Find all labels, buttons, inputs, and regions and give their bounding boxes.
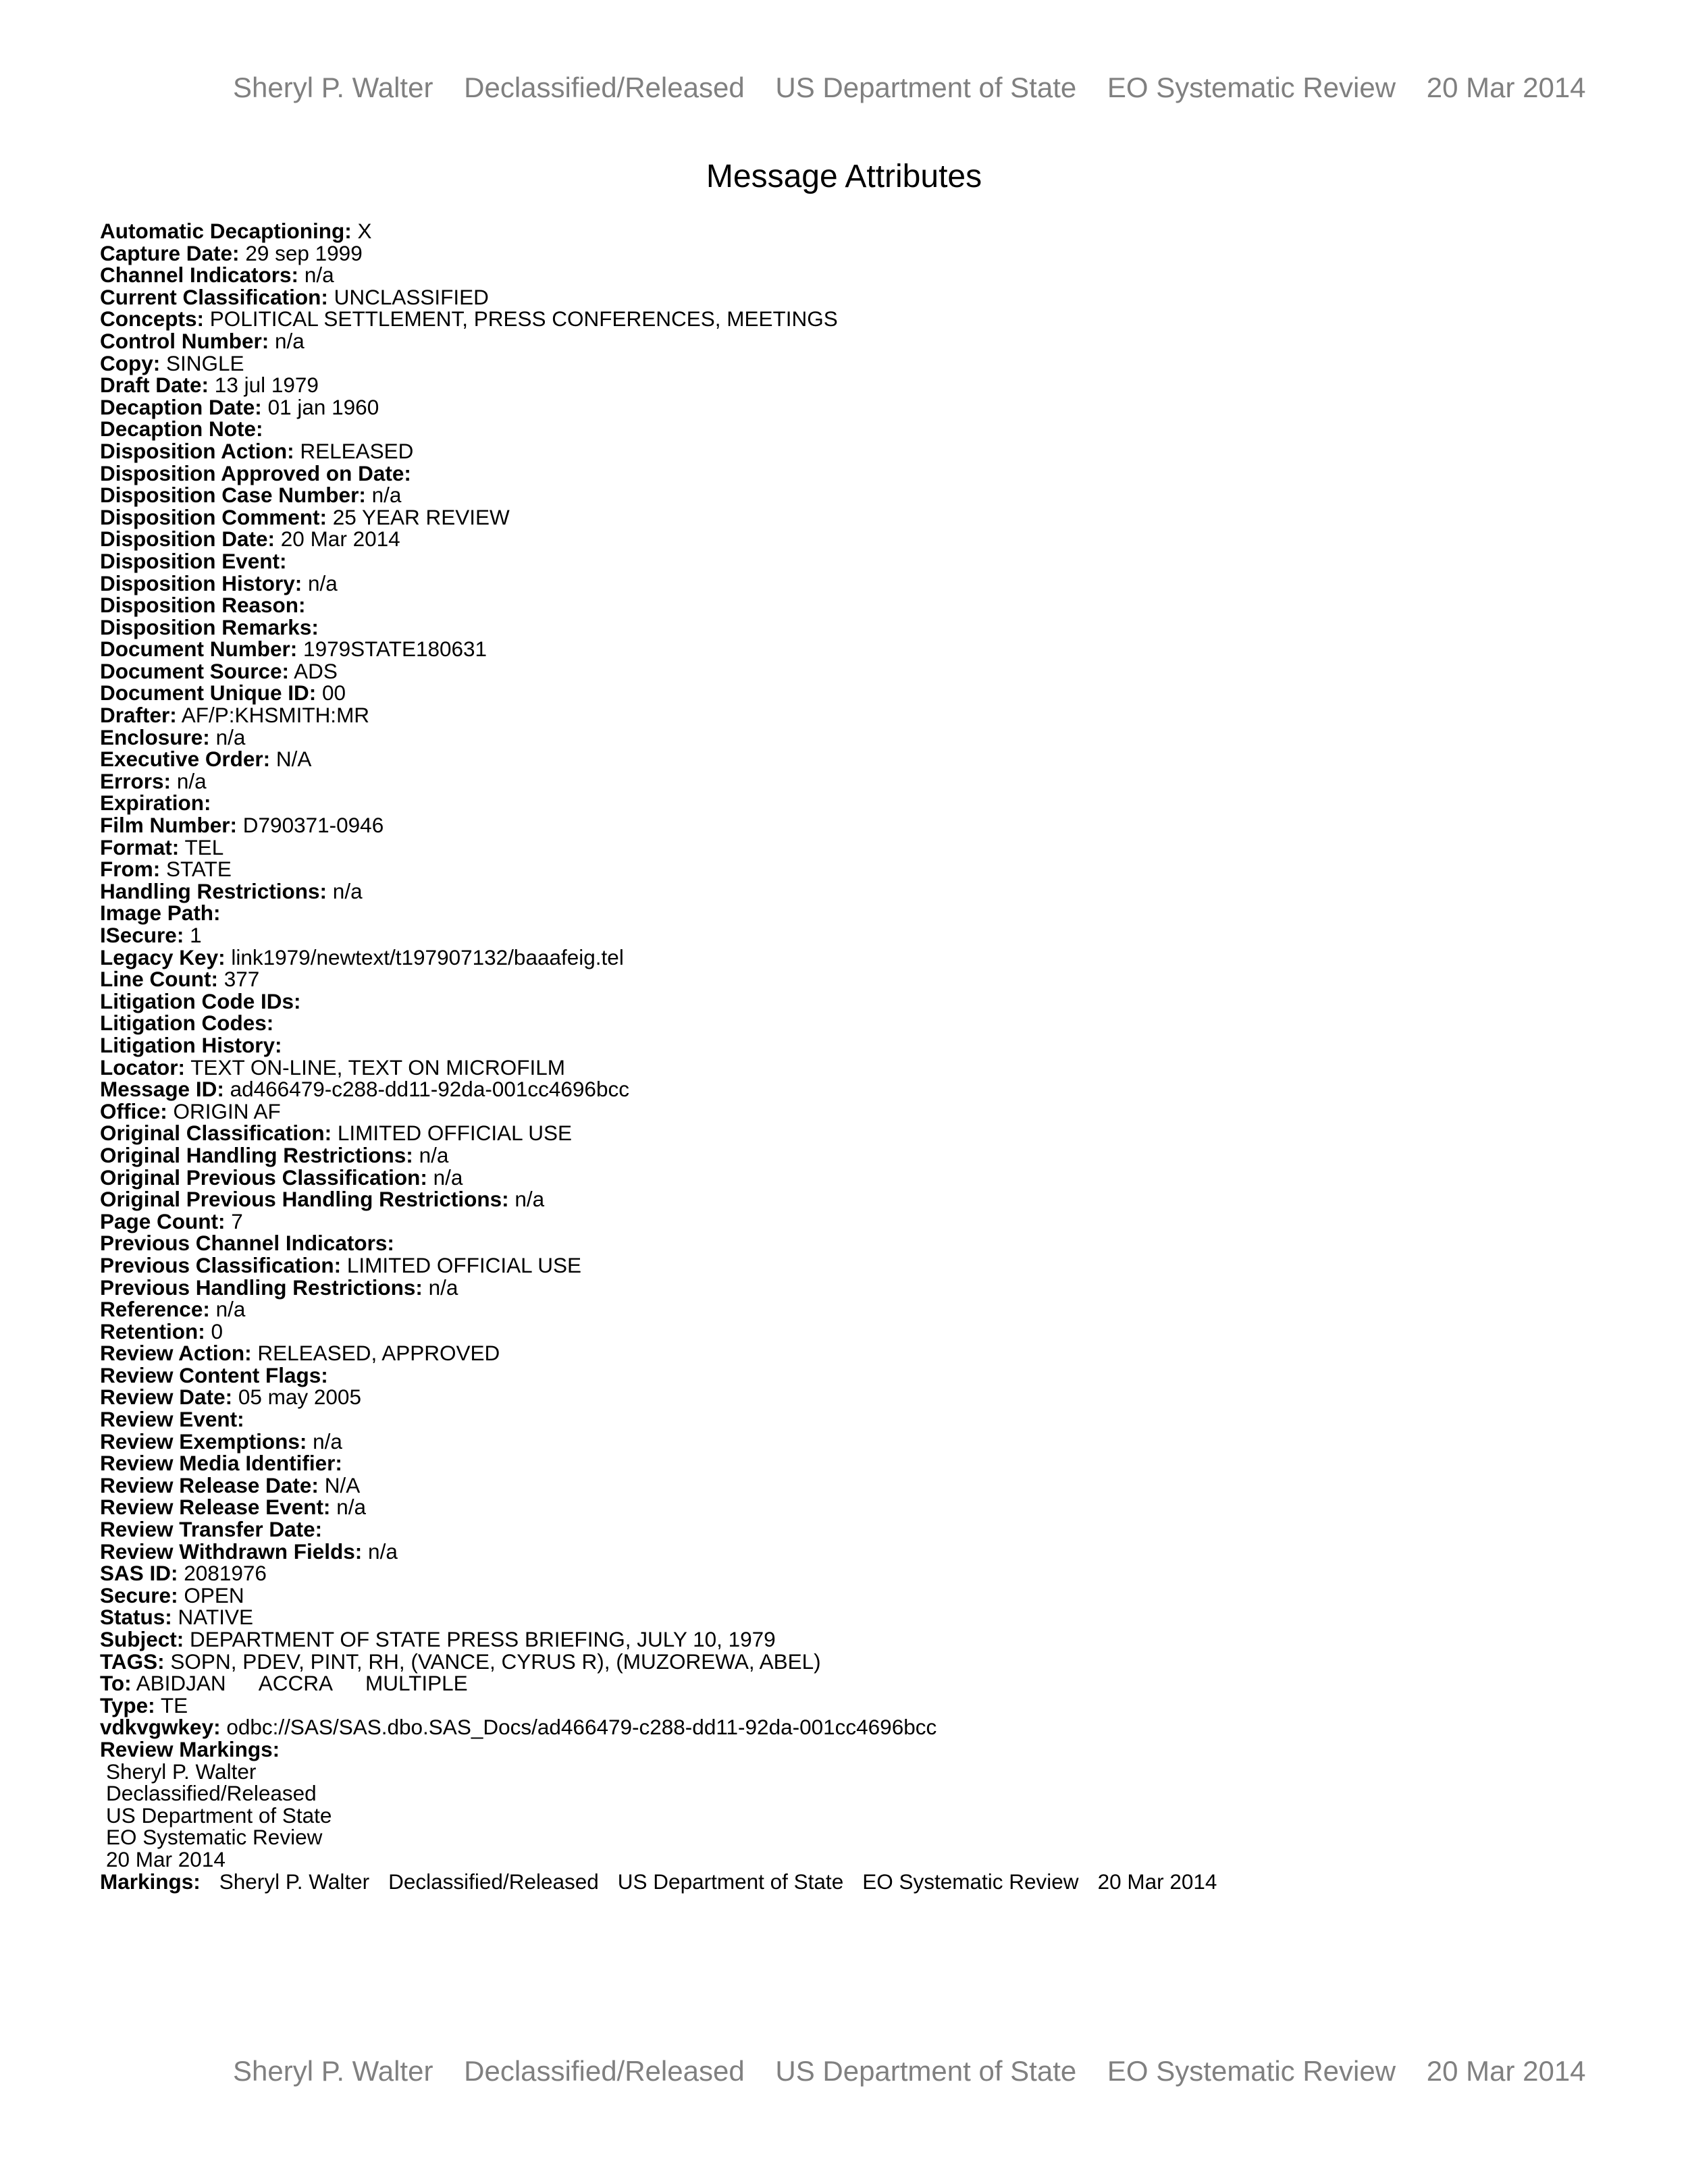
attribute-label: Disposition Remarks: xyxy=(100,614,319,639)
attribute-label: Previous Handling Restrictions: xyxy=(100,1275,423,1300)
review-marking-line: Sheryl P. Walter xyxy=(106,1759,257,1784)
attribute-row xyxy=(100,770,1217,793)
attribute-row-vdkvgwkey xyxy=(100,1716,1217,1738)
attribute-label: Original Previous Handling Restrictions: xyxy=(100,1187,509,1212)
attribute-label: Drafter: xyxy=(100,703,177,728)
attribute-row xyxy=(100,1628,1217,1651)
attribute-label: Review Withdrawn Fields: xyxy=(100,1539,363,1564)
attribute-value: NATIVE xyxy=(178,1605,253,1630)
attribute-row xyxy=(100,264,1217,286)
attribute-value: n/a xyxy=(275,328,305,353)
header-department: US Department of State xyxy=(775,72,1077,103)
attribute-label: Disposition Event: xyxy=(100,548,287,573)
attribute-row xyxy=(100,1474,1217,1497)
footer-reviewer: Sheryl P. Walter xyxy=(233,2055,433,2087)
marking-item: 20 Mar 2014 xyxy=(1097,1869,1217,1894)
attribute-label: Litigation History: xyxy=(100,1032,282,1057)
attribute-value: n/a xyxy=(308,570,338,595)
attribute-row xyxy=(100,506,1217,529)
attribute-value: n/a xyxy=(176,768,207,793)
attribute-value: n/a xyxy=(371,483,402,508)
attribute-label: Retention: xyxy=(100,1319,205,1343)
attribute-label: Review Exemptions: xyxy=(100,1429,307,1454)
attribute-row xyxy=(100,330,1217,352)
attribute-value: n/a xyxy=(332,878,363,903)
attribute-row xyxy=(100,858,1217,880)
attribute-row xyxy=(100,418,1217,440)
attribute-row xyxy=(100,594,1217,616)
attribute-value: ORIGIN AF xyxy=(173,1098,281,1123)
attribute-row xyxy=(100,1364,1217,1387)
declassification-footer xyxy=(233,2055,1609,2087)
review-marking-line: Declassified/Released xyxy=(106,1781,317,1806)
attribute-label: Channel Indicators: xyxy=(100,263,299,288)
attribute-label: Copy: xyxy=(100,350,161,375)
attribute-label: Document Source: xyxy=(100,658,290,683)
attribute-row xyxy=(100,1408,1217,1431)
attribute-label: Original Previous Classification: xyxy=(100,1165,427,1190)
attribute-value: SINGLE xyxy=(166,350,244,375)
attribute-value: TEXT ON-LINE, TEXT ON MICROFILM xyxy=(190,1055,566,1080)
attribute-row-review-markings xyxy=(100,1738,1217,1761)
attribute-label: Review Event: xyxy=(100,1407,244,1432)
attribute-label: Handling Restrictions: xyxy=(100,878,327,903)
attribute-row xyxy=(100,1342,1217,1364)
marking-item: EO Systematic Review xyxy=(862,1869,1079,1894)
attribute-row xyxy=(100,308,1217,330)
attribute-row xyxy=(100,572,1217,595)
attribute-row xyxy=(100,1496,1217,1518)
attribute-label: Legacy Key: xyxy=(100,944,226,969)
attribute-value: n/a xyxy=(215,1297,246,1322)
attribute-value: 2081976 xyxy=(184,1561,267,1586)
attribute-row xyxy=(100,1057,1217,1079)
attribute-value: 7 xyxy=(231,1208,243,1233)
attribute-row-type xyxy=(100,1695,1217,1717)
attribute-value: OPEN xyxy=(184,1582,244,1607)
attribute-row xyxy=(100,880,1217,903)
attribute-label: Review Media Identifier: xyxy=(100,1451,342,1476)
attribute-label: Current Classification: xyxy=(100,284,328,309)
attribute-value: N/A xyxy=(275,747,312,772)
attribute-label: Review Markings: xyxy=(100,1736,280,1761)
attribute-row xyxy=(100,1651,1217,1673)
attribute-row xyxy=(100,748,1217,770)
attribute-row xyxy=(100,814,1217,836)
attribute-label: Review Release Event: xyxy=(100,1495,331,1520)
attribute-label: Litigation Codes: xyxy=(100,1011,274,1036)
attribute-row xyxy=(100,1452,1217,1474)
attribute-label: Image Path: xyxy=(100,901,221,926)
attribute-label: Document Unique ID: xyxy=(100,681,317,705)
attribute-row xyxy=(100,462,1217,485)
attribute-row xyxy=(100,1431,1217,1453)
attribute-row xyxy=(100,220,1217,242)
attribute-label: Disposition Comment: xyxy=(100,504,327,529)
attribute-label: Office: xyxy=(100,1098,167,1123)
attribute-row xyxy=(100,1277,1217,1299)
attribute-label: Reference: xyxy=(100,1297,210,1322)
attribute-label: Secure: xyxy=(100,1582,178,1607)
attribute-value: TEL xyxy=(184,834,224,859)
attribute-row xyxy=(100,1012,1217,1034)
attribute-label: Draft Date: xyxy=(100,373,209,398)
attribute-value: RELEASED, APPROVED xyxy=(257,1341,500,1366)
marking-item: US Department of State xyxy=(617,1869,844,1894)
attribute-row xyxy=(100,682,1217,704)
attribute-row xyxy=(100,550,1217,572)
attribute-row xyxy=(100,1606,1217,1628)
attribute-row xyxy=(100,286,1217,309)
attribute-value: 0 xyxy=(211,1319,223,1343)
attribute-row xyxy=(100,1562,1217,1584)
attribute-list xyxy=(100,220,1217,1892)
footer-department: US Department of State xyxy=(775,2055,1077,2087)
attribute-label: Status: xyxy=(100,1605,172,1630)
attribute-row xyxy=(100,1210,1217,1233)
attribute-value: n/a xyxy=(368,1539,398,1564)
attribute-value: 00 xyxy=(322,681,346,705)
attribute-label: Disposition Case Number: xyxy=(100,483,366,508)
attribute-label: Errors: xyxy=(100,768,172,793)
attribute-label: To: xyxy=(100,1671,132,1696)
attribute-row xyxy=(100,1541,1217,1563)
review-marking-line: 20 Mar 2014 xyxy=(106,1846,226,1871)
attribute-row xyxy=(100,902,1217,924)
attribute-label: Original Handling Restrictions: xyxy=(100,1142,413,1167)
attribute-row xyxy=(100,638,1217,660)
attribute-value: 1 xyxy=(190,923,202,947)
attribute-value: LIMITED OFFICIAL USE xyxy=(346,1252,582,1277)
attribute-value: n/a xyxy=(215,724,246,749)
attribute-label: Decaption Date: xyxy=(100,394,262,419)
header-review-type: EO Systematic Review xyxy=(1107,72,1396,103)
attribute-value: SOPN, PDEV, PINT, RH, (VANCE, CYRUS R), (MUZOREWA, ABEL) xyxy=(170,1649,821,1674)
marking-item: Declassified/Released xyxy=(388,1869,599,1894)
attribute-label: Page Count: xyxy=(100,1208,226,1233)
attribute-value: n/a xyxy=(313,1429,342,1454)
attribute-value: n/a xyxy=(433,1165,463,1190)
attribute-value: 1979STATE180631 xyxy=(303,637,487,662)
attribute-label: Expiration: xyxy=(100,791,211,816)
attribute-label: vdkvgwkey: xyxy=(100,1715,221,1740)
attribute-value: LIMITED OFFICIAL USE xyxy=(337,1121,572,1146)
attribute-value: link1979/newtext/t197907132/baaafeig.tel xyxy=(231,944,624,969)
attribute-row xyxy=(100,1078,1217,1100)
attribute-value: n/a xyxy=(304,263,334,288)
page-title: Message Attributes xyxy=(706,159,982,194)
attribute-label: Disposition Date: xyxy=(100,527,275,552)
footer-status: Declassified/Released xyxy=(464,2055,745,2087)
attribute-label: From: xyxy=(100,857,161,882)
attribute-row xyxy=(100,242,1217,265)
attribute-label: Litigation Code IDs: xyxy=(100,988,301,1013)
attribute-row xyxy=(100,1144,1217,1167)
footer-review-type: EO Systematic Review xyxy=(1107,2055,1396,2087)
to-recipient: MULTIPLE xyxy=(365,1671,468,1696)
attribute-row xyxy=(100,944,1217,969)
attribute-row xyxy=(100,1386,1217,1408)
attribute-row xyxy=(100,1254,1217,1277)
header-reviewer: Sheryl P. Walter xyxy=(233,72,433,103)
attribute-value: 25 YEAR REVIEW xyxy=(332,504,510,529)
attribute-label: Format: xyxy=(100,834,180,859)
attribute-label: Enclosure: xyxy=(100,724,210,749)
attribute-row xyxy=(100,1584,1217,1607)
attribute-label: Automatic Decaptioning: xyxy=(100,219,352,243)
attribute-label: SAS ID: xyxy=(100,1561,178,1586)
attribute-label: Review Content Flags: xyxy=(100,1362,328,1387)
attribute-label: Disposition Reason: xyxy=(100,593,306,618)
attribute-row xyxy=(100,836,1217,859)
attribute-label: Capture Date: xyxy=(100,240,240,265)
attribute-label: Disposition Approved on Date: xyxy=(100,460,411,485)
attribute-label: Original Classification: xyxy=(100,1121,332,1146)
footer-date: 20 Mar 2014 xyxy=(1426,2055,1586,2087)
attribute-row xyxy=(100,1167,1217,1189)
attribute-label: ISecure: xyxy=(100,923,184,947)
attribute-row xyxy=(100,440,1217,462)
attribute-row xyxy=(100,704,1217,726)
attribute-row xyxy=(100,1321,1217,1343)
attribute-value: 377 xyxy=(223,967,260,992)
attribute-label: Concepts: xyxy=(100,307,205,331)
attribute-label: Decaption Note: xyxy=(100,417,263,442)
attribute-value: D790371-0946 xyxy=(242,813,384,838)
attribute-row xyxy=(100,1100,1217,1123)
attribute-row xyxy=(100,1298,1217,1321)
attribute-label: Review Action: xyxy=(100,1341,252,1366)
attribute-label: Line Count: xyxy=(100,967,218,992)
attribute-row xyxy=(100,1232,1217,1254)
attribute-label: Executive Order: xyxy=(100,747,271,772)
attribute-value: 13 jul 1979 xyxy=(214,373,319,398)
marking-item: Sheryl P. Walter xyxy=(219,1869,370,1894)
attribute-row xyxy=(100,792,1217,814)
attribute-value: UNCLASSIFIED xyxy=(334,284,489,309)
attribute-value: 05 may 2005 xyxy=(238,1385,361,1410)
attribute-row xyxy=(100,396,1217,419)
attribute-value: RELEASED xyxy=(300,438,414,463)
attribute-row xyxy=(100,968,1217,990)
attribute-row xyxy=(100,484,1217,506)
attribute-row xyxy=(100,990,1217,1013)
attribute-value: odbc://SAS/SAS.dbo.SAS_Docs/ad466479-c288-dd11-92da-001cc4696bcc xyxy=(226,1715,937,1740)
attribute-label: Type: xyxy=(100,1693,155,1717)
attribute-label: Document Number: xyxy=(100,637,298,662)
attribute-row xyxy=(100,352,1217,375)
attribute-label: Previous Channel Indicators: xyxy=(100,1231,394,1256)
attribute-label: Film Number: xyxy=(100,813,238,838)
attribute-value: ad466479-c288-dd11-92da-001cc4696bcc xyxy=(230,1077,629,1102)
attribute-label: Markings: xyxy=(100,1869,201,1894)
attribute-value: STATE xyxy=(166,857,232,882)
attribute-value: X xyxy=(357,219,372,243)
attribute-value: ADS xyxy=(294,658,338,683)
attribute-value: n/a xyxy=(419,1142,449,1167)
attribute-row xyxy=(100,1122,1217,1144)
attribute-value: n/a xyxy=(336,1495,366,1520)
attribute-value: 01 jan 1960 xyxy=(267,394,379,419)
attribute-row-to xyxy=(100,1672,1217,1695)
attribute-row xyxy=(100,1188,1217,1210)
attribute-value: N/A xyxy=(324,1472,361,1497)
attribute-label: Control Number: xyxy=(100,328,269,353)
attribute-row xyxy=(100,924,1217,947)
attribute-value: 29 sep 1999 xyxy=(245,240,363,265)
to-recipient: ABIDJAN xyxy=(136,1671,226,1696)
attribute-value: n/a xyxy=(515,1187,545,1212)
declassification-header xyxy=(233,72,1609,104)
attribute-row xyxy=(100,616,1217,639)
to-recipient: ACCRA xyxy=(258,1671,333,1696)
attribute-row xyxy=(100,528,1217,550)
header-date: 20 Mar 2014 xyxy=(1426,72,1586,103)
attribute-label: Review Date: xyxy=(100,1385,233,1410)
attribute-value: AF/P:KHSMITH:MR xyxy=(181,703,370,728)
attribute-label: TAGS: xyxy=(100,1649,165,1674)
attribute-value: DEPARTMENT OF STATE PRESS BRIEFING, JULY 10, 1979 xyxy=(190,1627,776,1651)
attribute-row xyxy=(100,1034,1217,1057)
attribute-row xyxy=(100,726,1217,749)
attribute-label: Disposition History: xyxy=(100,570,302,595)
attribute-value: POLITICAL SETTLEMENT, PRESS CONFERENCES, MEETINGS xyxy=(209,307,838,331)
attribute-value: n/a xyxy=(428,1275,458,1300)
attribute-label: Locator: xyxy=(100,1055,185,1080)
review-marking-line: US Department of State xyxy=(106,1803,332,1828)
attribute-label: Disposition Action: xyxy=(100,438,294,463)
attribute-value: TE xyxy=(160,1693,188,1717)
review-marking-line: EO Systematic Review xyxy=(106,1825,323,1850)
attribute-label: Previous Classification: xyxy=(100,1252,342,1277)
attribute-row xyxy=(100,660,1217,683)
attribute-label: Message ID: xyxy=(100,1077,224,1102)
attribute-label: Review Release Date: xyxy=(100,1472,319,1497)
attribute-row xyxy=(100,1518,1217,1541)
attribute-label: Subject: xyxy=(100,1627,184,1651)
attribute-value: 20 Mar 2014 xyxy=(280,527,400,552)
attribute-row xyxy=(100,374,1217,396)
header-status: Declassified/Released xyxy=(464,72,745,103)
attribute-rows xyxy=(100,220,1217,1672)
attribute-label: Review Transfer Date: xyxy=(100,1517,323,1542)
attribute-row-markings xyxy=(100,1871,1217,1893)
